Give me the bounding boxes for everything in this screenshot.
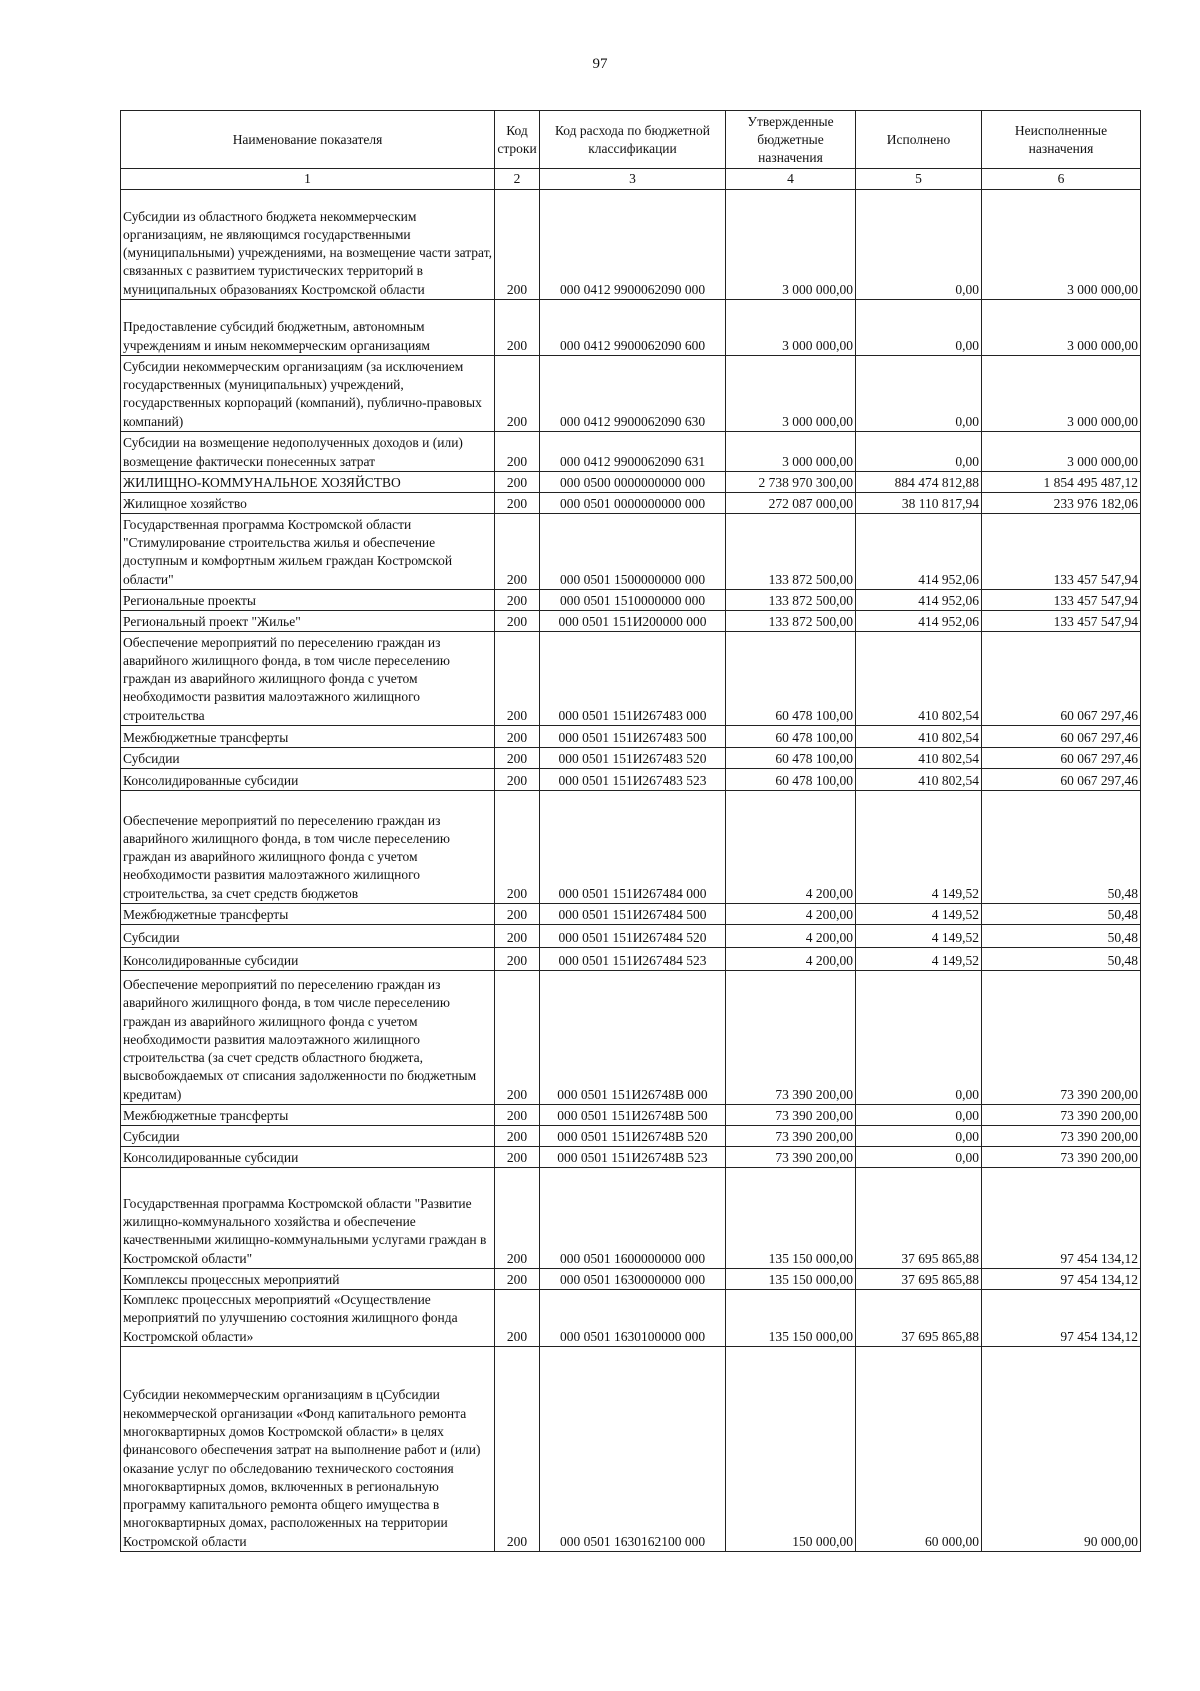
table-row xyxy=(121,300,1141,356)
column-number: 6 xyxy=(982,169,1141,190)
table-row xyxy=(121,1105,1141,1126)
row-budget-code: 000 0500 0000000000 000 xyxy=(540,472,726,493)
row-executed: 414 952,06 xyxy=(856,514,982,590)
row-budget-code: 000 0501 151И267483 500 xyxy=(540,726,726,748)
row-unexecuted: 50,48 xyxy=(982,925,1141,948)
row-budget-code: 000 0501 151И200000 000 xyxy=(540,611,726,632)
row-approved: 4 200,00 xyxy=(726,791,856,904)
row-name: Государственная программа Костромской области "Стимулирование строительства жилья и обеспечение доступным и комфортным жильем граждан Костромской области" xyxy=(121,514,495,590)
row-name: Консолидированные субсидии xyxy=(121,769,495,791)
row-name: Обеспечение мероприятий по переселению граждан из аварийного жилищного фонда, в том числе переселению граждан из аварийного жилищного фонда с учетом необходимости развития малоэтажного жилищного строительства xyxy=(121,632,495,726)
row-budget-code: 000 0501 151И26748В 000 xyxy=(540,971,726,1105)
row-name: Региональные проекты xyxy=(121,590,495,611)
row-unexecuted: 133 457 547,94 xyxy=(982,514,1141,590)
column-number-row xyxy=(121,169,1141,190)
row-line-code: 200 xyxy=(495,493,540,514)
row-name: Обеспечение мероприятий по переселению граждан из аварийного жилищного фонда, в том числе переселению граждан из аварийного жилищного фонда с учетом необходимости развития малоэтажного жилищного строительства (за счет средств областного бюджета, высвобождаемых от списания задолженности по бюджетным кредитам) xyxy=(121,971,495,1105)
row-unexecuted: 1 854 495 487,12 xyxy=(982,472,1141,493)
row-budget-code: 000 0501 151И26748В 520 xyxy=(540,1126,726,1147)
header-approved: Утвержденные бюджетные назначения xyxy=(726,111,856,169)
row-line-code: 200 xyxy=(495,514,540,590)
row-executed: 38 110 817,94 xyxy=(856,493,982,514)
header-unexecuted: Неисполненные назначения xyxy=(982,111,1141,169)
row-executed: 410 802,54 xyxy=(856,748,982,769)
row-line-code: 200 xyxy=(495,190,540,300)
row-executed: 410 802,54 xyxy=(856,769,982,791)
row-name: Комплекс процессных мероприятий «Осуществление мероприятий по улучшению состояния жилищного фонда Костромской области» xyxy=(121,1290,495,1347)
table-row xyxy=(121,1290,1141,1347)
row-unexecuted: 97 454 134,12 xyxy=(982,1168,1141,1269)
row-executed: 0,00 xyxy=(856,190,982,300)
row-name: Консолидированные субсидии xyxy=(121,948,495,971)
column-number: 2 xyxy=(495,169,540,190)
row-name: Предоставление субсидий бюджетным, автономным учреждениям и иным некоммерческим организациям xyxy=(121,300,495,356)
row-approved: 135 150 000,00 xyxy=(726,1290,856,1347)
row-budget-code: 000 0501 151И267484 520 xyxy=(540,925,726,948)
row-line-code: 200 xyxy=(495,611,540,632)
table-row xyxy=(121,971,1141,1105)
row-executed: 0,00 xyxy=(856,356,982,432)
row-executed: 4 149,52 xyxy=(856,904,982,925)
column-number: 4 xyxy=(726,169,856,190)
table-header-row xyxy=(121,111,1141,169)
table-row xyxy=(121,356,1141,432)
row-unexecuted: 50,48 xyxy=(982,948,1141,971)
column-number: 1 xyxy=(121,169,495,190)
row-approved: 73 390 200,00 xyxy=(726,1126,856,1147)
table-row xyxy=(121,611,1141,632)
row-line-code: 200 xyxy=(495,769,540,791)
table-row xyxy=(121,726,1141,748)
row-approved: 73 390 200,00 xyxy=(726,1105,856,1126)
row-line-code: 200 xyxy=(495,300,540,356)
row-line-code: 200 xyxy=(495,472,540,493)
row-name: ЖИЛИЩНО-КОММУНАЛЬНОЕ ХОЗЯЙСТВО xyxy=(121,472,495,493)
row-unexecuted: 50,48 xyxy=(982,791,1141,904)
row-line-code: 200 xyxy=(495,948,540,971)
table-row xyxy=(121,190,1141,300)
row-line-code: 200 xyxy=(495,1168,540,1269)
row-line-code: 200 xyxy=(495,356,540,432)
row-unexecuted: 60 067 297,46 xyxy=(982,748,1141,769)
table-row xyxy=(121,514,1141,590)
row-name: Субсидии некоммерческим организациям (за исключением государственных (муниципальных) учреждений, государственных корпораций (компаний), публично-правовых компаний) xyxy=(121,356,495,432)
row-executed: 0,00 xyxy=(856,300,982,356)
row-budget-code: 000 0501 1630100000 000 xyxy=(540,1290,726,1347)
row-name: Субсидии на возмещение недополученных доходов и (или) возмещение фактически понесенных затрат xyxy=(121,432,495,472)
table-row xyxy=(121,948,1141,971)
row-name: Субсидии xyxy=(121,1126,495,1147)
row-executed: 37 695 865,88 xyxy=(856,1269,982,1290)
row-approved: 4 200,00 xyxy=(726,925,856,948)
row-budget-code: 000 0501 1500000000 000 xyxy=(540,514,726,590)
row-unexecuted: 233 976 182,06 xyxy=(982,493,1141,514)
row-approved: 133 872 500,00 xyxy=(726,590,856,611)
header-budget-code: Код расхода по бюджетной классификации xyxy=(540,111,726,169)
row-approved: 135 150 000,00 xyxy=(726,1168,856,1269)
row-unexecuted: 3 000 000,00 xyxy=(982,300,1141,356)
row-unexecuted: 97 454 134,12 xyxy=(982,1290,1141,1347)
column-number: 5 xyxy=(856,169,982,190)
table-row xyxy=(121,590,1141,611)
row-executed: 414 952,06 xyxy=(856,590,982,611)
row-line-code: 200 xyxy=(495,904,540,925)
row-line-code: 200 xyxy=(495,791,540,904)
row-line-code: 200 xyxy=(495,1105,540,1126)
row-unexecuted: 3 000 000,00 xyxy=(982,356,1141,432)
row-unexecuted: 50,48 xyxy=(982,904,1141,925)
table-row xyxy=(121,1269,1141,1290)
row-unexecuted: 3 000 000,00 xyxy=(982,190,1141,300)
row-name: Межбюджетные трансферты xyxy=(121,1105,495,1126)
row-budget-code: 000 0412 9900062090 600 xyxy=(540,300,726,356)
row-approved: 3 000 000,00 xyxy=(726,356,856,432)
row-budget-code: 000 0412 9900062090 631 xyxy=(540,432,726,472)
row-name: Государственная программа Костромской области "Развитие жилищно-коммунального хозяйства и обеспечение качественными жилищно-коммунальными услугами граждан в Костромской области" xyxy=(121,1168,495,1269)
header-indicator-name: Наименование показателя xyxy=(121,111,495,169)
table-row xyxy=(121,791,1141,904)
row-approved: 60 478 100,00 xyxy=(726,769,856,791)
row-budget-code: 000 0501 1630000000 000 xyxy=(540,1269,726,1290)
row-executed: 884 474 812,88 xyxy=(856,472,982,493)
row-approved: 73 390 200,00 xyxy=(726,1147,856,1168)
row-name: Комплексы процессных мероприятий xyxy=(121,1269,495,1290)
row-executed: 0,00 xyxy=(856,432,982,472)
row-executed: 410 802,54 xyxy=(856,726,982,748)
table-row xyxy=(121,769,1141,791)
row-line-code: 200 xyxy=(495,726,540,748)
row-unexecuted: 133 457 547,94 xyxy=(982,590,1141,611)
header-line-code: Код строки xyxy=(495,111,540,169)
row-approved: 133 872 500,00 xyxy=(726,514,856,590)
header-executed: Исполнено xyxy=(856,111,982,169)
row-unexecuted: 73 390 200,00 xyxy=(982,1147,1141,1168)
row-line-code: 200 xyxy=(495,748,540,769)
row-approved: 2 738 970 300,00 xyxy=(726,472,856,493)
row-executed: 0,00 xyxy=(856,1105,982,1126)
row-line-code: 200 xyxy=(495,1290,540,1347)
row-budget-code: 000 0501 1510000000 000 xyxy=(540,590,726,611)
budget-execution-table xyxy=(120,110,1141,1552)
row-approved: 73 390 200,00 xyxy=(726,971,856,1105)
row-executed: 4 149,52 xyxy=(856,791,982,904)
row-executed: 0,00 xyxy=(856,971,982,1105)
row-unexecuted: 73 390 200,00 xyxy=(982,1105,1141,1126)
row-budget-code: 000 0501 151И26748В 500 xyxy=(540,1105,726,1126)
row-line-code: 200 xyxy=(495,1147,540,1168)
row-name: Межбюджетные трансферты xyxy=(121,904,495,925)
row-name: Субсидии из областного бюджета некоммерческим организациям, не являющимся государственными (муниципальными) учреждениями, на возмещение части затрат, связанных с развитием туристических территорий в муниципальных образованиях Костромской области xyxy=(121,190,495,300)
table-row xyxy=(121,1126,1141,1147)
column-number: 3 xyxy=(540,169,726,190)
row-approved: 3 000 000,00 xyxy=(726,432,856,472)
row-unexecuted: 133 457 547,94 xyxy=(982,611,1141,632)
row-approved: 60 478 100,00 xyxy=(726,632,856,726)
row-approved: 4 200,00 xyxy=(726,904,856,925)
row-line-code: 200 xyxy=(495,1126,540,1147)
row-unexecuted: 73 390 200,00 xyxy=(982,971,1141,1105)
table-body xyxy=(121,190,1141,1552)
row-unexecuted: 60 067 297,46 xyxy=(982,632,1141,726)
table-row xyxy=(121,1347,1141,1552)
table-row xyxy=(121,472,1141,493)
row-executed: 4 149,52 xyxy=(856,948,982,971)
row-executed: 414 952,06 xyxy=(856,611,982,632)
table-row xyxy=(121,748,1141,769)
row-budget-code: 000 0501 151И267483 523 xyxy=(540,769,726,791)
row-unexecuted: 3 000 000,00 xyxy=(982,432,1141,472)
row-line-code: 200 xyxy=(495,1347,540,1552)
page-number: 97 xyxy=(592,56,608,72)
table-row xyxy=(121,904,1141,925)
row-executed: 0,00 xyxy=(856,1147,982,1168)
row-name: Субсидии xyxy=(121,925,495,948)
row-executed: 0,00 xyxy=(856,1126,982,1147)
row-name: Субсидии некоммерческим организациям в цСубсидии некоммерческой организации «Фонд капитального ремонта многоквартирных домов Костромской области» в целях финансового обеспечения затрат на выполнение работ и (или) оказание услуг по обследованию технического состояния многоквартирных домов, включенных в региональную программу капитального ремонта общего имущества в многоквартирных домах, расположенных на территории Костромской области xyxy=(121,1347,495,1552)
row-name: Обеспечение мероприятий по переселению граждан из аварийного жилищного фонда, в том числе переселению граждан из аварийного жилищного фонда с учетом необходимости развития малоэтажного жилищного строительства, за счет средств бюджетов xyxy=(121,791,495,904)
row-name: Субсидии xyxy=(121,748,495,769)
row-executed: 37 695 865,88 xyxy=(856,1290,982,1347)
row-budget-code: 000 0501 151И267483 000 xyxy=(540,632,726,726)
row-name: Региональный проект "Жилье" xyxy=(121,611,495,632)
row-budget-code: 000 0501 0000000000 000 xyxy=(540,493,726,514)
row-budget-code: 000 0501 1630162100 000 xyxy=(540,1347,726,1552)
row-approved: 150 000,00 xyxy=(726,1347,856,1552)
row-budget-code: 000 0501 151И26748В 523 xyxy=(540,1147,726,1168)
row-approved: 3 000 000,00 xyxy=(726,190,856,300)
row-budget-code: 000 0501 151И267483 520 xyxy=(540,748,726,769)
row-approved: 272 087 000,00 xyxy=(726,493,856,514)
row-approved: 60 478 100,00 xyxy=(726,726,856,748)
table-row xyxy=(121,925,1141,948)
row-budget-code: 000 0501 1600000000 000 xyxy=(540,1168,726,1269)
row-unexecuted: 90 000,00 xyxy=(982,1347,1141,1552)
table-row xyxy=(121,1147,1141,1168)
table-row xyxy=(121,493,1141,514)
row-line-code: 200 xyxy=(495,590,540,611)
row-line-code: 200 xyxy=(495,432,540,472)
row-line-code: 200 xyxy=(495,632,540,726)
row-line-code: 200 xyxy=(495,971,540,1105)
row-executed: 4 149,52 xyxy=(856,925,982,948)
row-budget-code: 000 0501 151И267484 500 xyxy=(540,904,726,925)
row-name: Консолидированные субсидии xyxy=(121,1147,495,1168)
row-approved: 3 000 000,00 xyxy=(726,300,856,356)
row-name: Межбюджетные трансферты xyxy=(121,726,495,748)
row-unexecuted: 97 454 134,12 xyxy=(982,1269,1141,1290)
row-line-code: 200 xyxy=(495,1269,540,1290)
table-row xyxy=(121,1168,1141,1269)
row-approved: 60 478 100,00 xyxy=(726,748,856,769)
row-name: Жилищное хозяйство xyxy=(121,493,495,514)
row-line-code: 200 xyxy=(495,925,540,948)
table-row xyxy=(121,432,1141,472)
row-approved: 4 200,00 xyxy=(726,948,856,971)
row-budget-code: 000 0412 9900062090 630 xyxy=(540,356,726,432)
row-budget-code: 000 0501 151И267484 523 xyxy=(540,948,726,971)
row-budget-code: 000 0412 9900062090 000 xyxy=(540,190,726,300)
row-unexecuted: 73 390 200,00 xyxy=(982,1126,1141,1147)
row-approved: 133 872 500,00 xyxy=(726,611,856,632)
row-executed: 60 000,00 xyxy=(856,1347,982,1552)
row-unexecuted: 60 067 297,46 xyxy=(982,769,1141,791)
row-budget-code: 000 0501 151И267484 000 xyxy=(540,791,726,904)
table-row xyxy=(121,632,1141,726)
row-unexecuted: 60 067 297,46 xyxy=(982,726,1141,748)
row-executed: 37 695 865,88 xyxy=(856,1168,982,1269)
row-executed: 410 802,54 xyxy=(856,632,982,726)
row-approved: 135 150 000,00 xyxy=(726,1269,856,1290)
